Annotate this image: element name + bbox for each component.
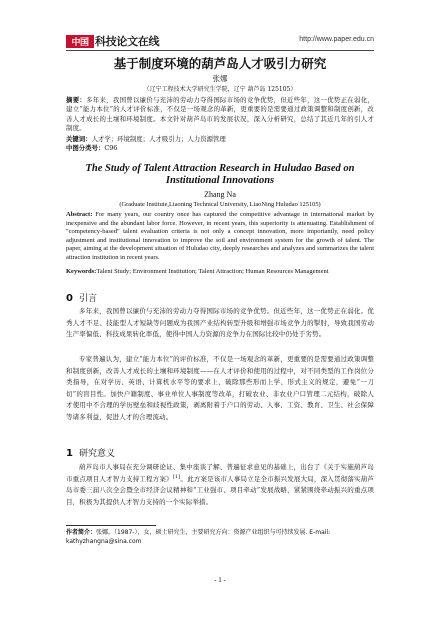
abstract-chinese-label: 摘要： (66, 96, 87, 104)
section-number: 1 (66, 448, 73, 459)
classification-label: 中图分类号： (66, 144, 105, 152)
keywords-chinese-label: 关键词： (66, 135, 92, 143)
paragraph-3 (66, 462, 374, 508)
keywords-chinese (66, 135, 374, 144)
footnote-text: 张娜，（1987-），女，硕士研究生，主要研究方向：资源产业组织与可持续发展. E-mail: kathyzhangna@sina.com (66, 529, 331, 545)
author-english: Zhang Na (204, 190, 236, 199)
section-title: 研究意义 (78, 449, 115, 459)
author-footnote (66, 528, 374, 546)
site-logo[interactable] (66, 33, 159, 49)
abstract-english-text: For many years, our country once has captured the competitive advantage in international market by inexpensive and the abundant labor force. However, in recent years, this superiority is attenuating. Establishment of "competency-based" talent evaluation criteria is not only a concept innovation, more importantly, need policy adjustment and institutional innovation to improve the soil and environment system for the growth of talent. The paper, aiming at the development situation of Huludao city, deeply researches and analyzes and summarizes the talent attraction institution in recent years. (66, 211, 375, 261)
classification-number (66, 144, 374, 153)
section-heading-introduction (66, 291, 374, 304)
classification-text: C96 (104, 144, 118, 152)
abstract-chinese-text: 多年来，我国曾以廉价与充沛的劳动力夺得国际市场的竞争优势，但近些年，这一优势正在弱化，建立“能力本位”的人才评价标准，不仅是一场观念的革新，更重要的是需要通过政策调整和制度创新，改善人才成长的土壤和环境制度。本文针对葫芦岛市的发展状况，深入分析研究，总结了其近几年的引人才制度。 (66, 96, 374, 133)
footnote-divider (66, 525, 156, 526)
section-number: 0 (66, 293, 73, 304)
citation-ref[interactable]: [1] (172, 473, 181, 480)
header-divider (66, 50, 374, 51)
keywords-chinese-text: 人才学；环境制度；人才吸引力；人力资源管理 (91, 135, 226, 143)
abstract-chinese (66, 96, 374, 134)
header-url[interactable]: http://www.paper.edu.cn (299, 36, 374, 43)
section-title: 引言 (78, 294, 97, 304)
page-number: - 1 - (214, 576, 226, 584)
abstract-english-label: Abstract: (66, 211, 93, 218)
footnote-label: 作者简介： (66, 529, 97, 536)
paragraph-2: 专家普遍认为，建立“能力本位”的评价标准，不仅是一场观念的革新，更重要的是需要通过政策调整和制度创新，改善人才成长的土壤和环境制度——在人才评价和使用的过程中，对不同类型的工作岗位分类指导，在对学历、英语、计算机水平等的要求上，破除那些形而上学、形式主义的规定，避免“一刀切”的盲目性。加快户籍制度、事业单位人事制度等改革，打破农业、非农业户口管理二元结构，破除人才使用中不合理的学历壁垒和歧视性政策，剥离附着于户口的劳动、人事、工资、教育、卫生、社会保障等诸多利益，促进人才的合理流动。 (66, 355, 374, 421)
affiliation-chinese: （辽宁工程技术大学研究生学院，辽宁 葫芦岛 125105） (143, 86, 297, 93)
section-heading-significance (66, 446, 374, 459)
keywords-english (66, 268, 374, 277)
logo-mark: 中国 (66, 35, 94, 48)
abstract-english (66, 211, 374, 263)
title-english: The Study of Talent Attraction Research in Huludao Based on Institutional Innovations (85, 163, 355, 186)
logo-text: 科技论文在线 (95, 35, 160, 48)
keywords-english-text: Talent Study; Environment Institution; Talent Attraction; Human Resources Management (96, 268, 329, 275)
keywords-english-label: Keywords: (66, 268, 97, 275)
page-header (66, 33, 374, 49)
paragraph-3-text: 葫芦岛市人事局在充分调研论证、集中座谈了解、普遍征求意见的基础上，出台了《关于实施葫芦岛市重点项目人才智力支持工程方案》 (66, 463, 374, 483)
author-chinese: 张娜 (212, 74, 228, 83)
paragraph-3-continued: 。此方案是该市人事局立足全市振兴发展大局，深入贯彻落实葫芦岛市委三届八次全会暨全市经济会议精神和“工业强市、项目牵动”发展战略，紧紧围绕牵动振兴的重点项目，积极为其提供人才智力支持的一个实际举措。 (66, 474, 374, 506)
paragraph-1: 多年来，我国曾以廉价与充沛的劳动力夺得国际市场的竞争优势。但近些年，这一优势正在弱化。优秀人才不足、技能型人才短缺等问题成为我国产业结构转型升级和增强市场竞争力的掣肘，导致我国劳动生产率偏低、科技成果转化率低，使得中国人力资源的竞争力在国际比较中仍处于劣势。 (66, 307, 374, 339)
title-chinese: 基于制度环境的葫芦岛人才吸引力研究 (113, 56, 327, 71)
affiliation-english: (Graduate Institute,Liaoning Technical University, LiaoNing Huludao 125105) (119, 201, 321, 208)
